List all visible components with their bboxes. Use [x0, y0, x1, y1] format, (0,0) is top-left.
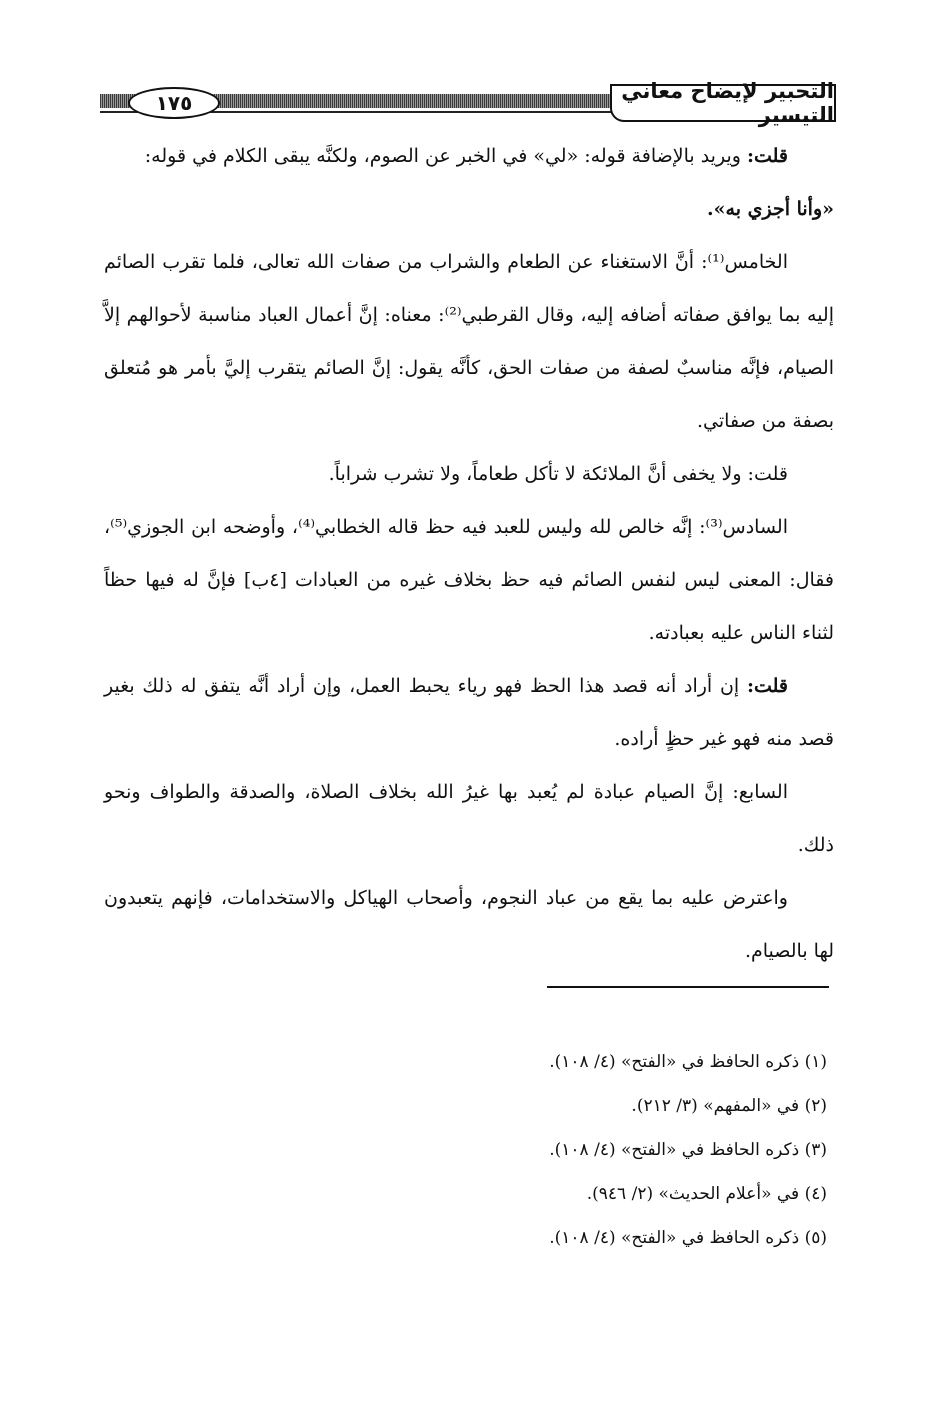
footnote-separator: [547, 986, 829, 988]
book-title: التحبير لإيضاح معاني التيسير: [610, 84, 836, 122]
paragraph-1: [104, 130, 834, 183]
running-header: [100, 79, 836, 128]
paragraph-3: الخامس⁽¹⁾: أنَّ الاستغناء عن الطعام والشراب من صفات الله تعالى، فلما تقرب الصائم إليه بما يوافق صفاته أضافه إليه، وقال القرطبي⁽²⁾: معناه: إنَّ أعمال العباد مناسبة لأحوالهم إلاَّ الصيام، فإنَّه مناسبٌ لصفة من صفات الحق، كأنَّه يقول: إنَّ الصائم يتقرب إليَّ بأمر هو مُتعلق بصفة من صفاتي.: [104, 251, 834, 432]
footnote-3: (٣) ذكره الحافظ في «الفتح» (٤/ ١٠٨).: [549, 1140, 827, 1160]
paragraph-1-text: ويريد بالإضافة قوله: «لي» في الخبر عن الصوم، ولكنَّه يبقى الكلام في قوله:: [144, 145, 747, 167]
page-number: ١٧٥: [128, 87, 220, 119]
paragraph-6-lead: قلت:: [746, 675, 788, 697]
paragraph-4: قلت: ولا يخفى أنَّ الملائكة لا تأكل طعاماً، ولا تشرب شراباً.: [328, 463, 788, 485]
paragraph-6-text: إن أراد أنه قصد هذا الحظ فهو رياء يحبط العمل، وإن أراد أنَّه يتفق له ذلك بغير قصد منه فهو غير حظٍ أراده.: [104, 675, 834, 750]
paragraph-6: [104, 660, 834, 766]
paragraph-2: «وأنا أجزي به».: [707, 198, 834, 220]
footnote-4: (٤) في «أعلام الحديث» (٢/ ٩٤٦).: [586, 1184, 827, 1204]
paragraph-8: واعترض عليه بما يقع من عباد النجوم، وأصحاب الهياكل والاستخدامات، فإنهم يتعبدون لها بالصيام.: [104, 887, 834, 962]
footnote-2: (٢) في «المفهم» (٣/ ٢١٢).: [631, 1096, 827, 1116]
main-text: [104, 130, 834, 978]
paragraph-1-lead: قلت:: [746, 145, 788, 167]
footnotes: [227, 1040, 827, 1260]
paragraph-7: السابع: إنَّ الصيام عبادة لم يُعبد بها غيرُ الله بخلاف الصلاة، والصدقة والطواف ونحو ذلك.: [104, 781, 834, 856]
footnote-1: (١) ذكره الحافظ في «الفتح» (٤/ ١٠٨).: [549, 1052, 827, 1072]
footnote-5: (٥) ذكره الحافظ في «الفتح» (٤/ ١٠٨).: [549, 1228, 827, 1248]
paragraph-5: السادس⁽³⁾: إنَّه خالص لله وليس للعبد فيه حظ قاله الخطابي⁽⁴⁾، وأوضحه ابن الجوزي⁽⁵⁾، فقال: المعنى ليس لنفس الصائم فيه حظ بخلاف غيره من العبادات [٤ب] فإنَّ له فيها حظاً لثناء الناس عليه بعبادته.: [104, 516, 834, 644]
